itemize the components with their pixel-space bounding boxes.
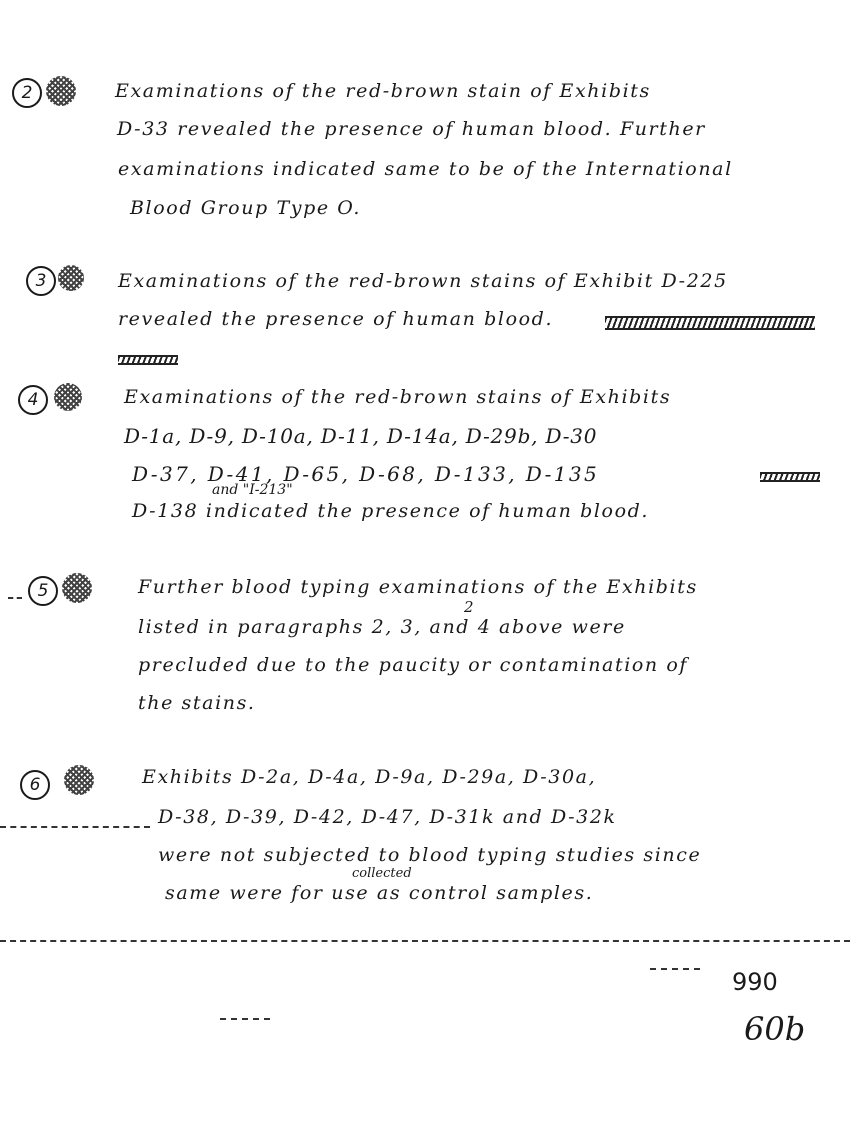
page-number: 990: [732, 968, 778, 996]
crossed-out-text: [760, 472, 820, 482]
margin-dash: [650, 968, 700, 970]
bottom-dashed-rule: [0, 940, 850, 942]
crossed-out-text: [118, 355, 178, 365]
paragraph-5-line-3: precluded due to the paucity or contamination of: [138, 654, 689, 676]
struck-number-mark: [58, 265, 84, 291]
struck-number-mark: [54, 383, 82, 411]
paragraph-3-line-1: Examinations of the red-brown stains of Exhibit D-225: [118, 270, 728, 292]
paragraph-5-line-2: listed in paragraphs 2, 3, and 4 above were: [138, 616, 626, 638]
paragraph-5-insertion: 2: [464, 598, 474, 616]
paragraph-number-5: 5: [28, 576, 58, 606]
paragraph-number-3: 3: [26, 266, 56, 296]
paragraph-6-insertion: collected: [352, 866, 412, 881]
paragraph-4-insertion: and "I-213": [212, 482, 293, 498]
paragraph-3-line-2: revealed the presence of human blood.: [118, 308, 554, 330]
paragraph-number-6: 6: [20, 770, 50, 800]
paragraph-6-line-2: D-38, D-39, D-42, D-47, D-31k and D-32k: [158, 806, 617, 828]
crossed-out-text: [605, 316, 815, 330]
paragraph-number-2: 2: [12, 78, 42, 108]
paragraph-number-4: 4: [18, 385, 48, 415]
paragraph-2-line-2: D-33 revealed the presence of human blood. Further: [117, 118, 706, 140]
paragraph-6-line-3: were not subjected to blood typing studies since: [158, 844, 702, 866]
margin-dash: [220, 1018, 270, 1020]
paragraph-5-line-1: Further blood typing examinations of the Exhibits: [138, 576, 698, 598]
paragraph-6-line-4: same were for use as control samples.: [165, 882, 594, 904]
struck-number-mark: [46, 76, 76, 106]
margin-dash: [0, 826, 150, 828]
paragraph-6-line-1: Exhibits D-2a, D-4a, D-9a, D-29a, D-30a,: [142, 766, 597, 788]
paragraph-2-line-3: examinations indicated same to be of the International: [118, 158, 733, 180]
paragraph-5-line-4: the stains.: [138, 692, 256, 714]
struck-number-mark: [62, 573, 92, 603]
paragraph-2-line-4: Blood Group Type O.: [130, 197, 362, 219]
handwritten-serial-mark: 60b: [744, 1010, 806, 1048]
paragraph-4-line-3: D-37, D-41, D-65, D-68, D-133, D-135: [132, 462, 600, 486]
paragraph-4-line-4: D-138 indicated the presence of human blood.: [132, 500, 650, 522]
paragraph-2-line-1: Examinations of the red-brown stain of Exhibits: [115, 80, 651, 102]
paragraph-4-line-1: Examinations of the red-brown stains of Exhibits: [124, 386, 672, 408]
struck-number-mark: [64, 765, 94, 795]
paragraph-4-line-2: D-1a, D-9, D-10a, D-11, D-14a, D-29b, D-30: [124, 424, 598, 448]
margin-dash: [8, 597, 22, 599]
